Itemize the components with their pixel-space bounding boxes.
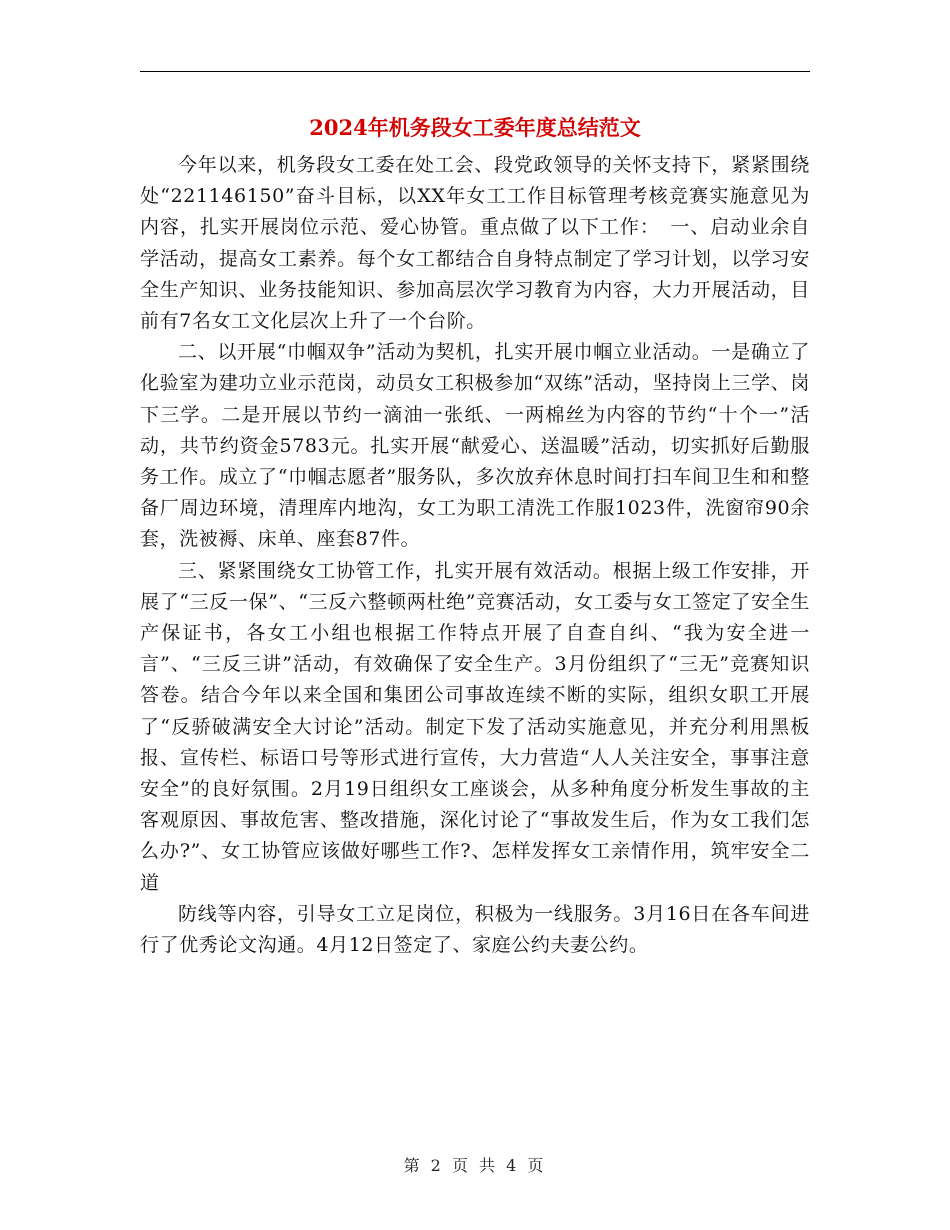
paragraph-section-two: 二、以开展“巾帼双争”活动为契机，扎实开展巾帼立业活动。一是确立了化验室为建功立业示范岗，动员女工积极参加“双练”活动，坚持岗上三学、岗下三学。二是开展以节约一滴油一张纸、一两棉丝为内容的节约“十个一”活动，共节约资金5783元。扎实开展“献爱心、送温暖”活动，切实抓好后勤服务工作。成立了“巾帼志愿者”服务队，多次放弃休息时间打扫车间卫生和和整备厂周边环境，清理库内地沟，女工为职工清洗工作服1023件，洗窗帘90余套，洗被褥、床单、座套87件。: [140, 341, 810, 551]
paragraph-intro: 今年以来，机务段女工委在处工会、段党政领导的关怀支持下，紧紧围绕处“221146150”奋斗目标，以XX年女工工作目标管理考核竞赛实施意见为内容，扎实开展岗位示范、爱心协管。重点做了以下工作： 一、启动业余自学活动，提高女工素养。每个女工都结合自身特点制定了学习计划，以学习安全生产知识、业务技能知识、参加高层次学习教育为内容，大力开展活动，目前有7名女工文化层次上升了一个台阶。: [140, 154, 810, 333]
document-title: 2024年机务段女工委年度总结范文: [309, 115, 641, 140]
page-number: 第 2 页 共 4 页: [403, 1156, 547, 1175]
header-rule: [140, 71, 810, 72]
document-body: [140, 150, 810, 961]
paragraph-continuation: 防线等内容，引导女工立足岗位，积极为一线服务。3月16日在各车间进行了优秀论文沟通。4月12日签定了、家庭公约夫妻公约。: [140, 902, 810, 957]
paragraph-section-three: 三、紧紧围绕女工协管工作，扎实开展有效活动。根据上级工作安排，开展了“三反一保”、“三反六整顿两杜绝”竞赛活动，女工委与女工签定了安全生产保证书，各女工小组也根据工作特点开展了自查自纠、“我为安全进一言”、“三反三讲”活动，有效确保了安全生产。3月份组织了“三无”竞赛知识答卷。结合今年以来全国和集团公司事故连续不断的实际，组织女职工开展了“反骄破满安全大讨论”活动。制定下发了活动实施意见，并充分利用黑板报、宣传栏、标语口号等形式进行宣传，大力营造“人人关注安全，事事注意安全”的良好氛围。2月19日组织女工座谈会，从多种角度分析发生事故的主客观原因、事故危害、整改措施，深化讨论了“事故发生后，作为女工我们怎么办?”、女工协管应该做好哪些工作?、怎样发挥女工亲情作用，筑牢安全二道: [140, 559, 810, 894]
